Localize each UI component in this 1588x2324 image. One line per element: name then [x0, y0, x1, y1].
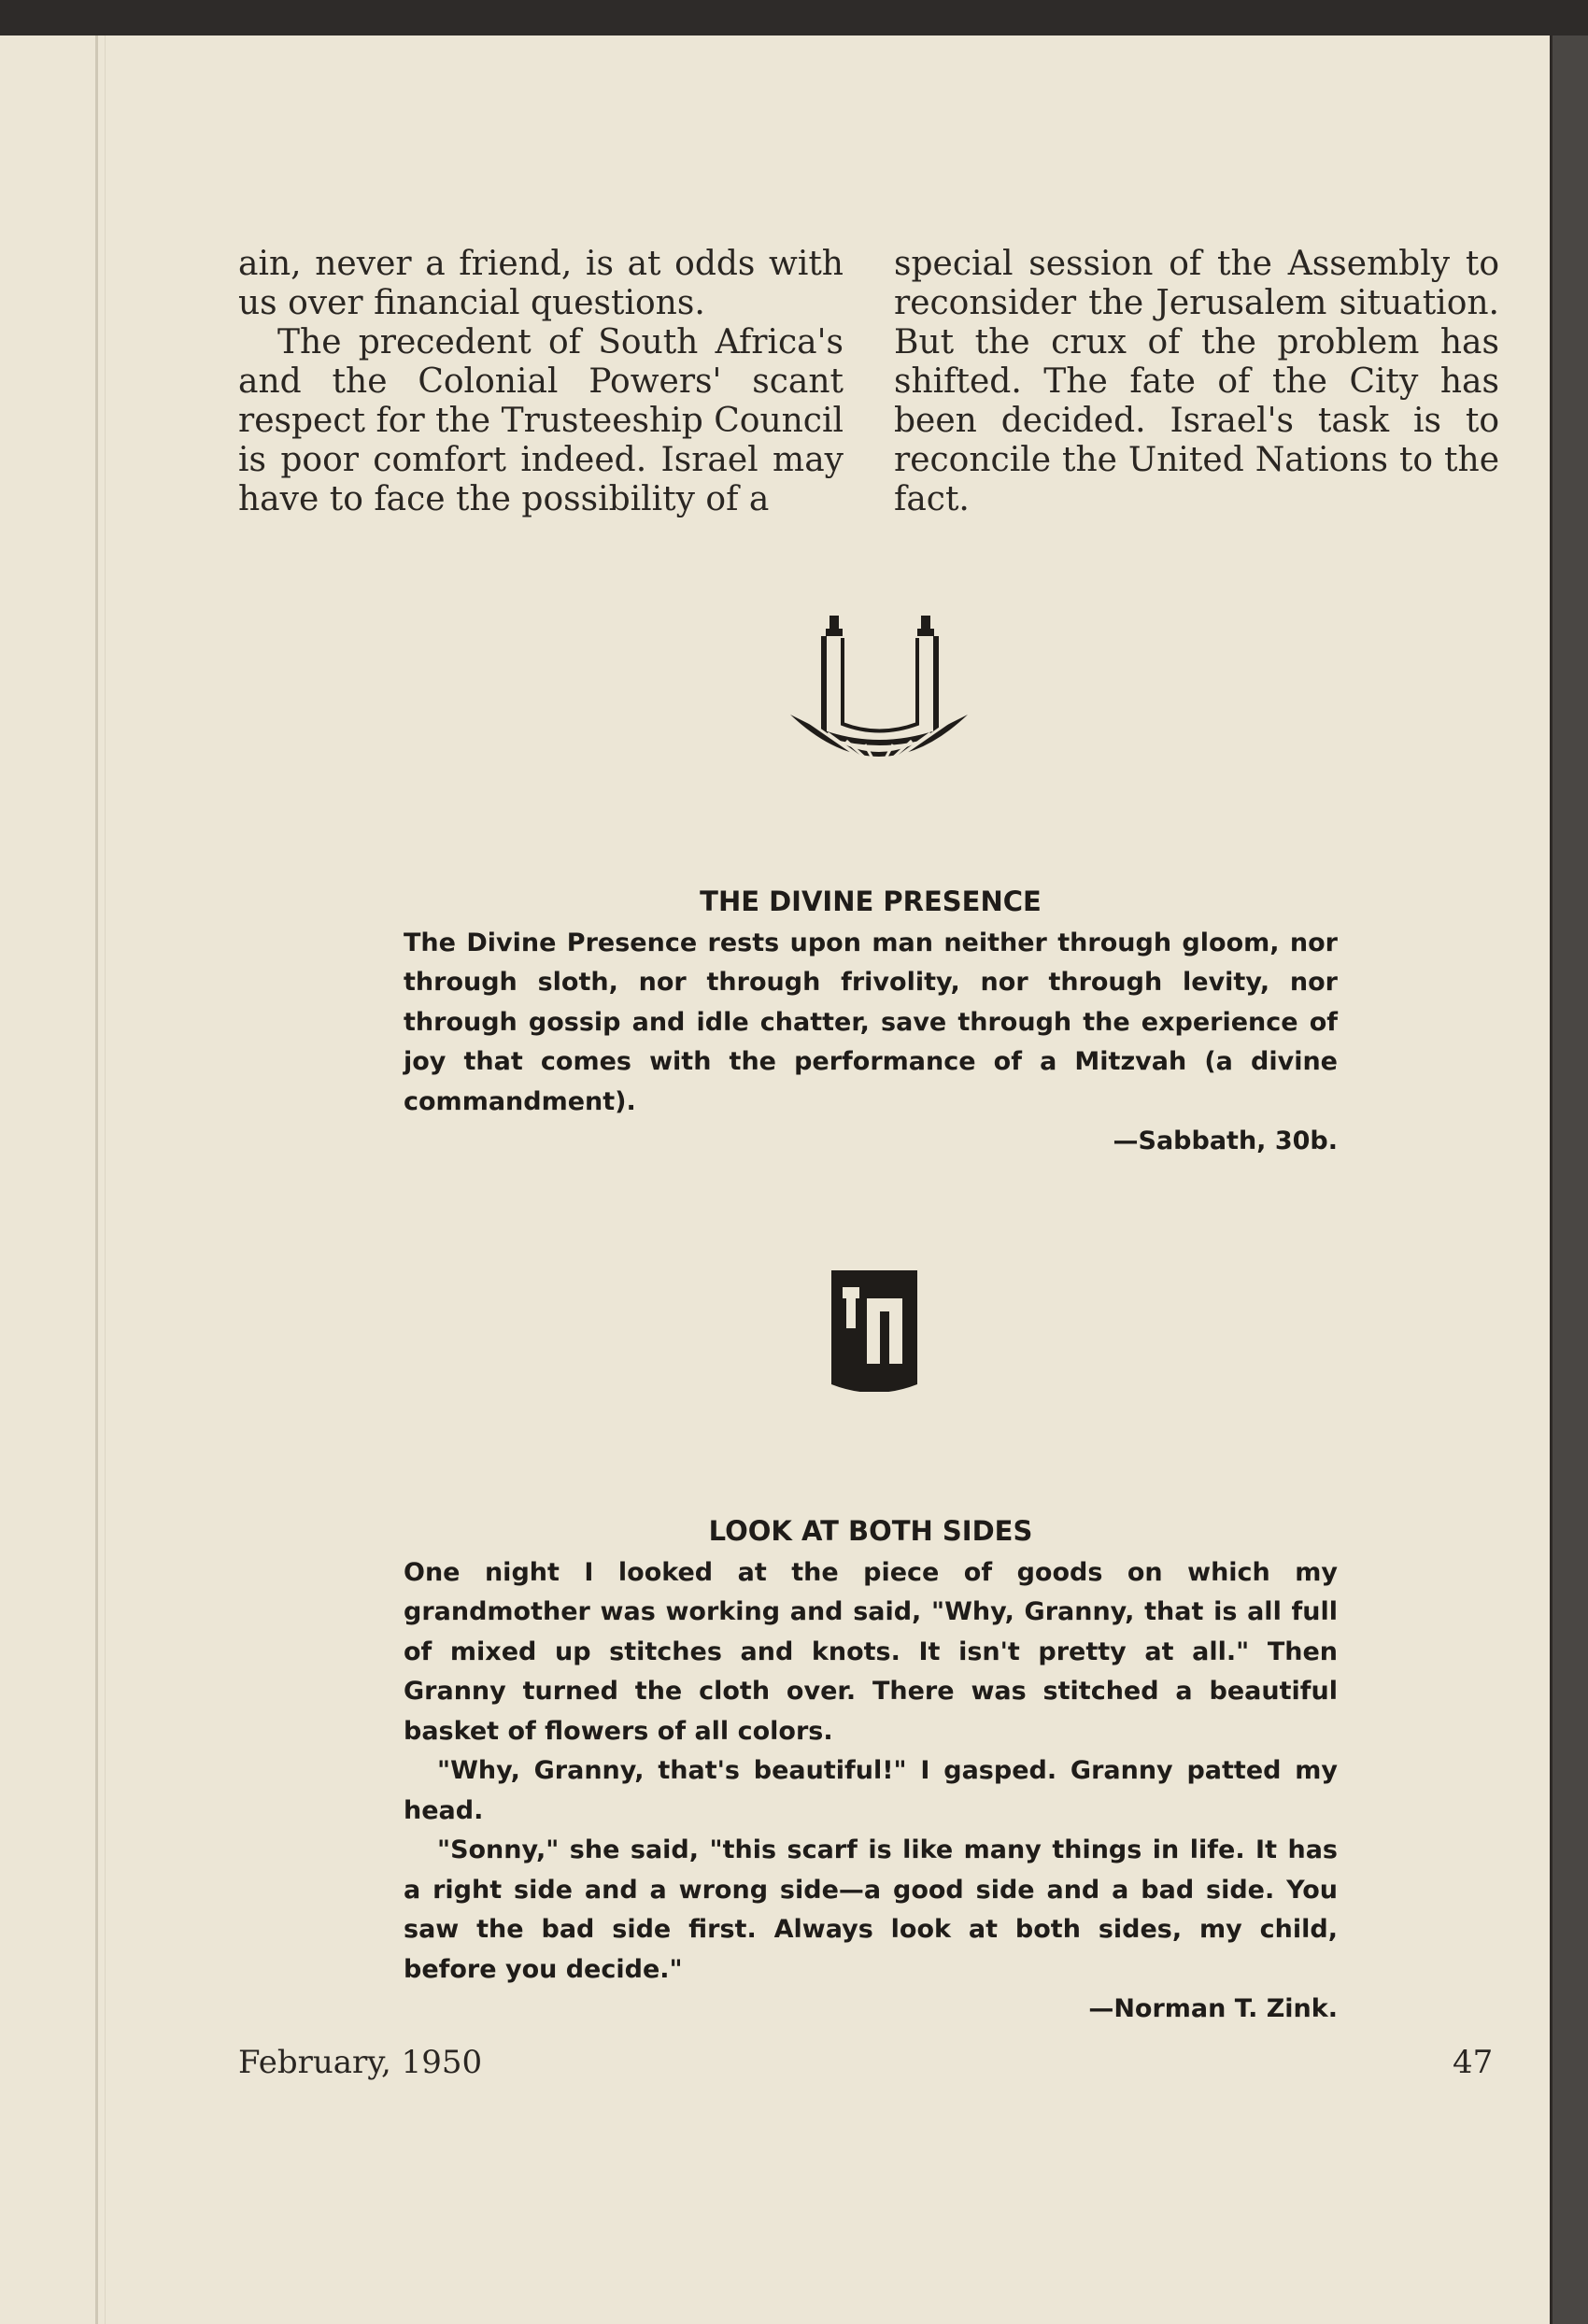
section-paragraph: "Why, Granny, that's beautiful!" I gasped. Granny patted my head. [404, 1756, 1338, 1825]
torah-scroll-icon [781, 612, 977, 780]
section-body: The Divine Presence rests upon man neither through gloom, nor through sloth, nor through frivolity, nor through levity, nor through gossip and idle chatter, save through the experience of joy that comes with the performance of a Mitzvah (a divine commandment). [404, 928, 1338, 1116]
look-at-both-sides-section [404, 1511, 1338, 2030]
page-fold-line [95, 35, 98, 2324]
column-paragraph: special session of the Assembly to reconsider the Jerusalem situation. But the crux of the problem has shifted. The fate of the City has been decided. Israel's task is to reconcile the United Nations to the fact. [894, 245, 1499, 518]
section-paragraph: One night I looked at the piece of goods on which my grandmother was working and said, "Why, Granny, that is all full of mixed up stitches and knots. It isn't pretty at all." Then Granny turned the cloth over. There was stitched a beautiful basket of flowers of all colors. [404, 1557, 1338, 1746]
section-paragraph: "Sonny," she said, "this scarf is like many things in life. It has a right side and a wrong side—a good side and a bad side. You saw the bad side first. Always look at both sides, my child, before you decide." [404, 1835, 1338, 1984]
article-column-left [238, 245, 844, 519]
section-heading: THE DIVINE PRESENCE [700, 886, 1042, 917]
section-attribution: —Sabbath, 30b. [1113, 1127, 1338, 1155]
page-number: 47 [1453, 2044, 1494, 2081]
footer-date: February, 1950 [238, 2044, 483, 2081]
section-attribution: —Norman T. Zink. [1088, 1994, 1338, 2023]
divine-presence-section [404, 882, 1338, 1162]
section-heading: LOOK AT BOTH SIDES [708, 1515, 1033, 1547]
article-column-right [894, 245, 1499, 519]
page-fold-shadow [105, 35, 106, 2324]
column-paragraph: ain, never a friend, is at odds with us over financial questions. [238, 245, 844, 322]
column-paragraph: The precedent of South Africa's and the Colonial Powers' scant respect for the Trusteeship Council is poor comfort indeed. Israel may have to face the possibility of a [238, 323, 844, 518]
scan-top-band [0, 0, 1588, 35]
chai-icon [818, 1261, 930, 1392]
